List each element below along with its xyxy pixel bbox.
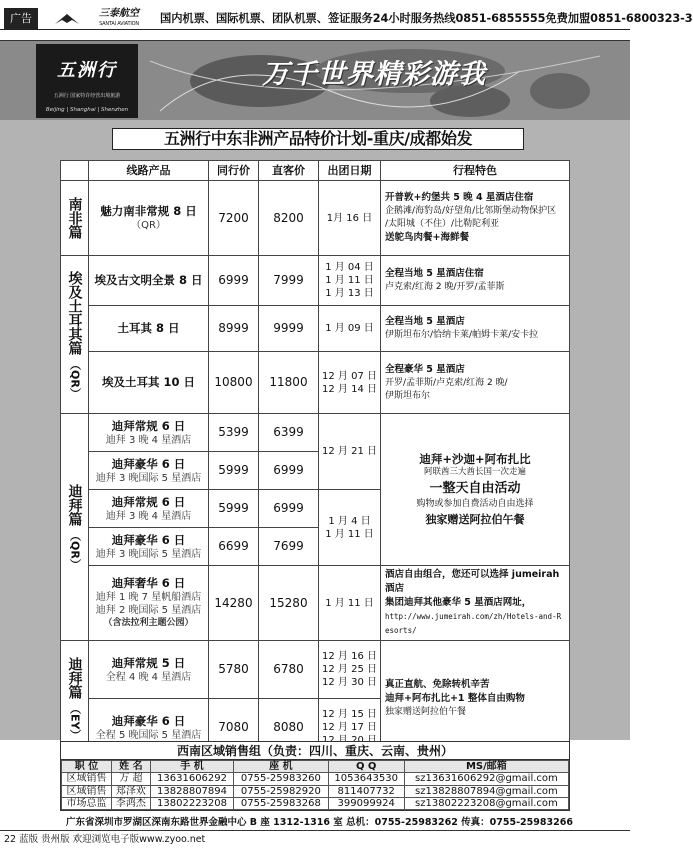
region-label: 埃及土耳其篇	[66, 270, 83, 355]
route-name: 埃及土耳其 10 日	[101, 375, 195, 389]
date-line: 12 月 30 日	[322, 677, 377, 688]
route-name: 迪拜常规 5 日	[111, 655, 186, 670]
table-row	[61, 641, 570, 699]
peer-price: 5780	[209, 641, 259, 699]
date-line: 12 月 07 日	[322, 370, 377, 382]
header-direct-price: 直客价	[259, 161, 319, 181]
dates: 1月 16 日	[319, 181, 381, 256]
route-name: 魅力南非常规 8 日	[100, 204, 197, 218]
feature-line: 集团迪拜其他豪华 5 星酒店网址，	[385, 597, 532, 608]
wuzhouxing-logo	[36, 44, 138, 118]
route-sub: 迪拜 3 晚国际 5 星酒店	[95, 472, 202, 484]
features	[381, 306, 570, 352]
route-cell	[89, 352, 209, 414]
sales-row	[62, 797, 569, 809]
route-name: 埃及古文明全景 8 日	[94, 273, 203, 287]
feature-line: 迪拜+阿布扎比+1 整体自由购物	[385, 693, 525, 704]
route-sub: （QR）	[131, 220, 166, 231]
brand-name-en: SANTAI AVIATION	[99, 21, 139, 27]
peer-price: 7200	[209, 181, 259, 256]
sales-header: 姓 名	[111, 761, 150, 773]
region-egypt-turkey	[61, 256, 89, 414]
route-sub: 迪拜 3 晚国际 5 星酒店	[95, 548, 202, 560]
sales-header: 职 位	[62, 761, 112, 773]
feature-line: 酒店自由组合，您还可以选择 jumeirah 酒店	[385, 569, 560, 594]
route-note: （含法拉利主题公园）	[103, 618, 194, 628]
route-sub: 迪拜 2 晚国际 5 星酒店	[95, 605, 202, 616]
route-name: 迪拜常规 6 日	[111, 418, 186, 433]
logo-name: 五洲行	[57, 60, 117, 81]
page-footer: 22 蓝版 贵州版 欢迎浏览电子版www.zyoo.net	[4, 834, 206, 845]
route-sub: 迪拜 3 晚 4 星酒店	[105, 434, 192, 446]
sales-cell: 0755-25982920	[234, 785, 328, 797]
header-route: 线路产品	[89, 161, 209, 181]
features	[381, 352, 570, 414]
logo-cities: Beijing | Shanghai | Shenzhen	[45, 107, 129, 113]
route-name: 迪拜奢华 6 日	[111, 576, 186, 590]
peer-price: 6999	[209, 256, 259, 306]
sales-header: Q Q	[328, 761, 404, 773]
feature-line: 卢克索/红海 2 晚/开罗/孟菲斯	[385, 282, 505, 292]
route-sub: 全程 4 晚 4 星酒店	[105, 671, 192, 683]
peer-price: 7080	[209, 699, 259, 757]
logo-tagline: 五洲行 国家特许经营出境旅游	[53, 93, 121, 99]
features	[381, 256, 570, 306]
sales-cell: 万 超	[111, 773, 150, 785]
region-dubai-qr	[61, 414, 89, 641]
feature-highlight: 一整天自由活动	[429, 481, 521, 496]
table-row	[61, 566, 570, 641]
date-line: 1 月 4 日	[328, 515, 371, 527]
route-name: 土耳其 8 日	[117, 321, 180, 335]
feature-line: 伊斯坦布尔	[385, 390, 431, 401]
dates	[319, 641, 381, 699]
route-sub: 迪拜 1 晚 7 星帆船酒店	[95, 592, 202, 603]
date-line: 1 月 04 日	[325, 262, 374, 273]
brand-logo	[80, 8, 158, 30]
feature-line: 开罗/孟菲斯/卢克索/红海 2 晚/	[385, 377, 508, 388]
top-ad-bar	[0, 8, 693, 30]
route-cell	[89, 528, 209, 566]
sales-cell: 区域销售	[62, 773, 112, 785]
peer-price: 5999	[209, 452, 259, 490]
dates	[319, 490, 381, 566]
route-cell	[89, 566, 209, 641]
region-airline: （QR）	[68, 358, 82, 399]
feature-line: 真正直航、免除转机辛苦	[385, 679, 490, 690]
direct-price: 7999	[259, 256, 319, 306]
route-cell	[89, 306, 209, 352]
date-line: 1 月 13 日	[325, 288, 374, 299]
sales-row	[62, 773, 569, 785]
route-name: 迪拜常规 6 日	[111, 494, 186, 509]
header-peer-price: 同行价	[209, 161, 259, 181]
direct-price: 8080	[259, 699, 319, 757]
route-name: 迪拜豪华 6 日	[111, 532, 186, 547]
direct-price: 8200	[259, 181, 319, 256]
sales-cell: 0755-25983260	[234, 773, 328, 785]
direct-price: 7699	[259, 528, 319, 566]
region-label: 迪拜篇	[66, 656, 83, 699]
route-cell	[89, 641, 209, 699]
table-row	[61, 181, 570, 256]
sales-cell: 399099924	[328, 797, 404, 809]
sales-cell: 13631606292	[150, 773, 233, 785]
banner-slogan: 万千世界精彩游我	[262, 59, 486, 90]
dates: 1 月 11 日	[319, 566, 381, 641]
route-cell	[89, 490, 209, 528]
table-row	[61, 352, 570, 414]
sales-email: sz13828807894@gmail.com	[404, 785, 568, 797]
brand-wing-icon	[54, 11, 80, 27]
peer-price: 5999	[209, 490, 259, 528]
sales-contacts	[60, 741, 570, 811]
feature-title: 迪拜+沙迦+阿布扎比	[419, 452, 531, 466]
feature-line: 送鸵鸟肉餐+海鲜餐	[385, 232, 469, 243]
feature-line: 开普敦+约堡共 5 晚 4 星酒店住宿	[385, 192, 534, 203]
feature-line: 企鹅滩/海豹岛/好望角/比邻斯堡动物保护区	[385, 206, 557, 216]
company-address: 广东省深圳市罗湖区深南东路世界金融中心 B 座 1312-1316 室 总机：0755-25983262 传真：0755-25983266	[66, 817, 573, 828]
sales-email: sz13802223208@gmail.com	[404, 797, 568, 809]
features	[381, 181, 570, 256]
route-name: 迪拜豪华 6 日	[111, 713, 186, 728]
table-row	[61, 256, 570, 306]
sales-cell: 1053643530	[328, 773, 404, 785]
table-header-row	[61, 161, 570, 181]
peer-price: 6699	[209, 528, 259, 566]
sales-header: 手 机	[150, 761, 233, 773]
sales-cell: 区域销售	[62, 785, 112, 797]
date-line: 1 月 11 日	[325, 528, 374, 540]
ad-tag: 广告	[4, 8, 38, 30]
date-line: 12 月 15 日	[322, 709, 377, 720]
route-sub: 迪拜 3 晚 4 星酒店	[105, 510, 192, 522]
features	[381, 641, 570, 757]
peer-price: 8999	[209, 306, 259, 352]
sales-cell: 市场总监	[62, 797, 112, 809]
route-cell	[89, 414, 209, 452]
region-south-africa	[61, 181, 89, 256]
direct-price: 6999	[259, 452, 319, 490]
sales-cell: 李鸿杰	[111, 797, 150, 809]
footer-divider	[0, 830, 630, 831]
features	[381, 566, 570, 641]
route-sub: 全程 5 晚国际 5 星酒店	[95, 729, 202, 741]
route-cell	[89, 452, 209, 490]
features	[381, 414, 570, 566]
feature-line: 全程当地 5 星酒店	[385, 316, 465, 327]
page-headline: 五洲行中东非洲产品特价计划-重庆/成都始发	[112, 128, 524, 150]
sales-cell: 811407732	[328, 785, 404, 797]
direct-price: 9999	[259, 306, 319, 352]
sales-cell: 13828807894	[150, 785, 233, 797]
direct-price: 6780	[259, 641, 319, 699]
dates	[319, 352, 381, 414]
region-label: 南非篇	[66, 197, 83, 239]
date-line: 12 月 14 日	[322, 383, 377, 395]
region-airline: （QR）	[68, 530, 82, 570]
date-line: 12 月 17 日	[322, 722, 377, 733]
header-features: 行程特色	[381, 161, 570, 181]
peer-price: 5399	[209, 414, 259, 452]
header-region	[61, 161, 89, 181]
header-dates: 出团日期	[319, 161, 381, 181]
peer-price: 10800	[209, 352, 259, 414]
feature-sub: 阿联酋三大酋长国一次走遍	[423, 467, 526, 477]
hotline-text: 国内机票、国际机票、团队机票、签证服务24小时服务热线0851-6855555免费加盟0851-6800323-3	[160, 12, 693, 25]
feature-line: 全程当地 5 星酒店住宿	[385, 268, 484, 279]
peer-price: 14280	[209, 566, 259, 641]
route-name: 迪拜豪华 6 日	[111, 456, 186, 471]
feature-line: 全程豪华 5 星酒店	[385, 363, 465, 375]
feature-line: 伊斯坦布尔/恰纳卡莱/帕姆卡莱/安卡拉	[385, 330, 539, 340]
date-line: 12 月 25 日	[322, 664, 377, 675]
sales-cell: 13802223208	[150, 797, 233, 809]
feature-line: esorts/	[385, 626, 417, 635]
date-line: 1 月 11 日	[325, 275, 374, 286]
dates	[319, 256, 381, 306]
dates: 12 月 21 日	[319, 414, 381, 490]
product-table	[60, 160, 570, 757]
sales-table	[61, 760, 569, 810]
brand-name-cn: 三泰航空	[99, 8, 139, 19]
sales-title: 西南区域销售组（负责：四川、重庆、云南、贵州）	[61, 742, 569, 760]
region-label: 迪拜篇	[66, 484, 83, 527]
feature-line: http://www.jumeirah.com/zh/Hotels-and-R	[385, 612, 562, 621]
feature-gift: 独家赠送阿拉伯午餐	[425, 513, 525, 526]
table-row	[61, 414, 570, 452]
feature-line: 独家赠送阿拉伯午餐	[385, 707, 467, 717]
dates: 1 月 09 日	[319, 306, 381, 352]
feature-shop: 购物或参加自费活动自由选择	[416, 499, 534, 509]
direct-price: 6999	[259, 490, 319, 528]
sales-header: 座 机	[234, 761, 328, 773]
sales-email: sz13631606292@gmail.com	[404, 773, 568, 785]
route-cell	[89, 256, 209, 306]
sales-cell: 郑泽欢	[111, 785, 150, 797]
direct-price: 11800	[259, 352, 319, 414]
direct-price: 6399	[259, 414, 319, 452]
table-row	[61, 306, 570, 352]
region-airline: （EY）	[68, 702, 82, 741]
direct-price: 15280	[259, 566, 319, 641]
region-dubai-ey	[61, 641, 89, 757]
feature-line: /太阳城（不住）/比勒陀利亚	[385, 219, 500, 229]
date-line: 12 月 16 日	[322, 651, 377, 662]
sales-header-row	[62, 761, 569, 773]
sales-row	[62, 785, 569, 797]
route-cell	[89, 181, 209, 256]
sales-cell: 0755-25983268	[234, 797, 328, 809]
sales-header: MS/邮箱	[404, 761, 568, 773]
